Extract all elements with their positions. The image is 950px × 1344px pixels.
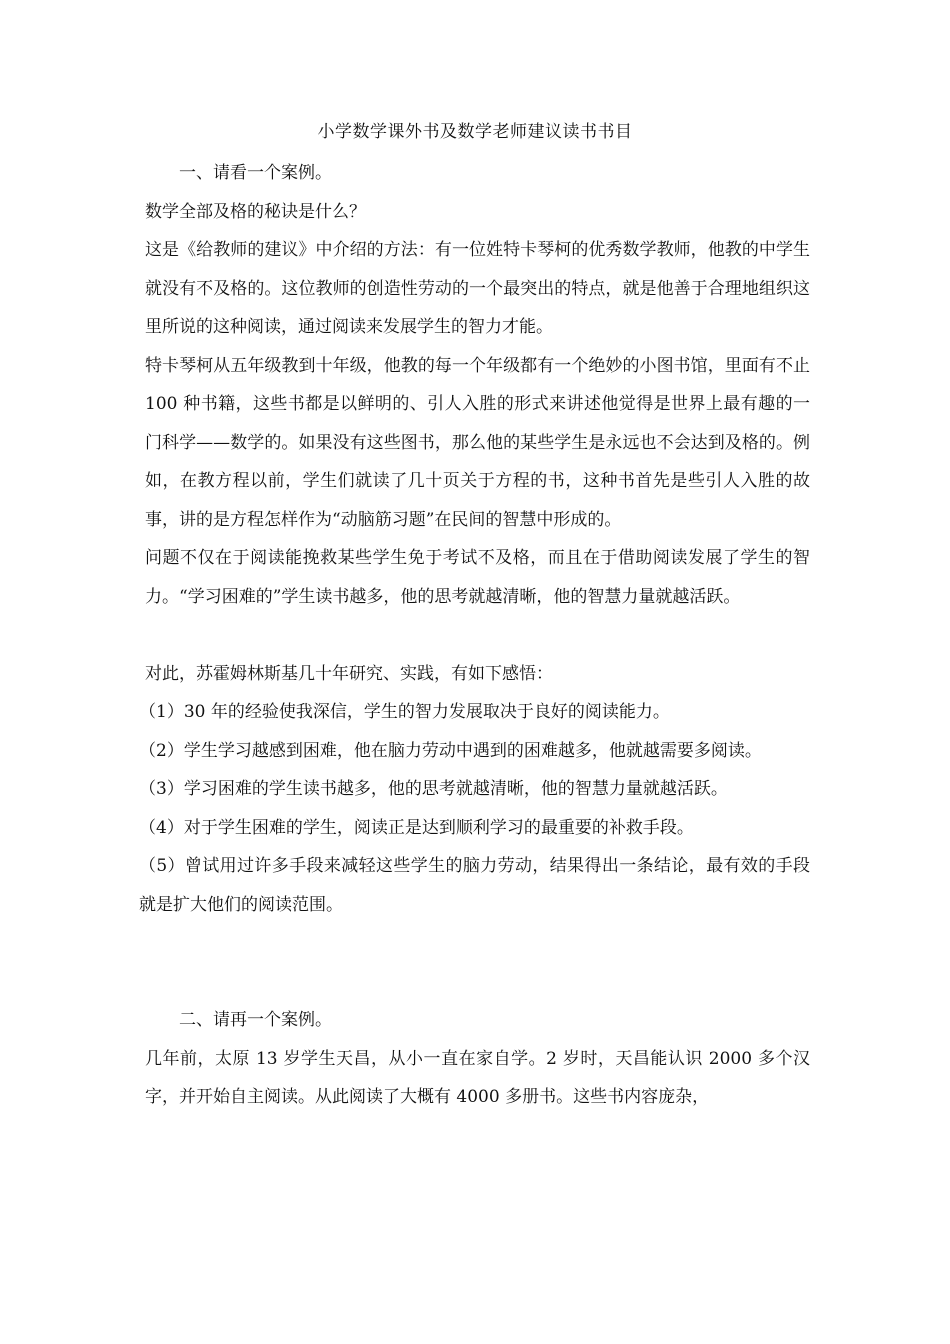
document-title: 小学数学课外书及数学老师建议读书书目: [317, 122, 633, 142]
list-item: （2）学生学习越感到困难，他在脑力劳动中遇到的困难越多，他就越需要多阅读。: [139, 740, 762, 761]
blank-line: [145, 616, 810, 655]
section2-heading: 二、请再一个案例。: [179, 1010, 332, 1030]
paragraph-1: 这是《给教师的建议》中介绍的方法：有一位姓特卡琴柯的优秀数学教师，他教的中学生就没有不及格的。这位教师的创造性劳动的一个最突出的特点，就是他善于合理地组织这里所说的这种阅读，通过阅读来发展学生的智力才能。: [145, 240, 810, 337]
list-item: （3）学习困难的学生读书越多，他的思考就越清晰，他的智慧力量就越活跃。: [139, 779, 728, 799]
question-line: 数学全部及格的秘诀是什么？: [145, 201, 366, 222]
document-body: [139, 154, 810, 1117]
paragraph-4: 对此，苏霍姆林斯基几十年研究、实践，有如下感悟：: [145, 663, 553, 684]
paragraph-5: 几年前，太原 13 岁学生天昌，从小一直在家自学。2 岁时，天昌能认识 2000 多个汉字，并开始自主阅读。从此阅读了大概有 4000 多册书。这些书内容庞杂，: [145, 1048, 810, 1107]
paragraph-3: 问题不仅在于阅读能挽救某些学生免于考试不及格，而且在于借助阅读发展了学生的智力。“学习困难的”学生读书越多，他的思考就越清晰，他的智慧力量就越活跃。: [145, 548, 810, 607]
section1-heading: 一、请看一个案例。: [179, 163, 332, 183]
paragraph-2: 特卡琴柯从五年级教到十年级，他教的每一个年级都有一个绝妙的小图书馆，里面有不止 100 种书籍，这些书都是以鲜明的、引人入胜的形式来讲述他觉得是世界上最有趣的一门科学——数学的。如果没有这些图书，那么他的某些学生是永远也不会达到及格的。例如，在教方程以前，学生们就读了几十页关于方程的书，这种书首先是些引人入胜的故事，讲的是方程怎样作为“动脑筋习题”在民间的智慧中形成的。: [145, 355, 810, 530]
list-item: （5）曾试用过许多手段来减轻这些学生的脑力劳动，结果得出一条结论，最有效的手段就是扩大他们的阅读范围。: [139, 856, 810, 915]
list-item: （1）30 年的经验使我深信，学生的智力发展取决于良好的阅读能力。: [139, 702, 670, 722]
blank-lines: [145, 924, 810, 1001]
list-item: （4）对于学生困难的学生，阅读正是达到顺利学习的最重要的补救手段。: [139, 817, 694, 838]
